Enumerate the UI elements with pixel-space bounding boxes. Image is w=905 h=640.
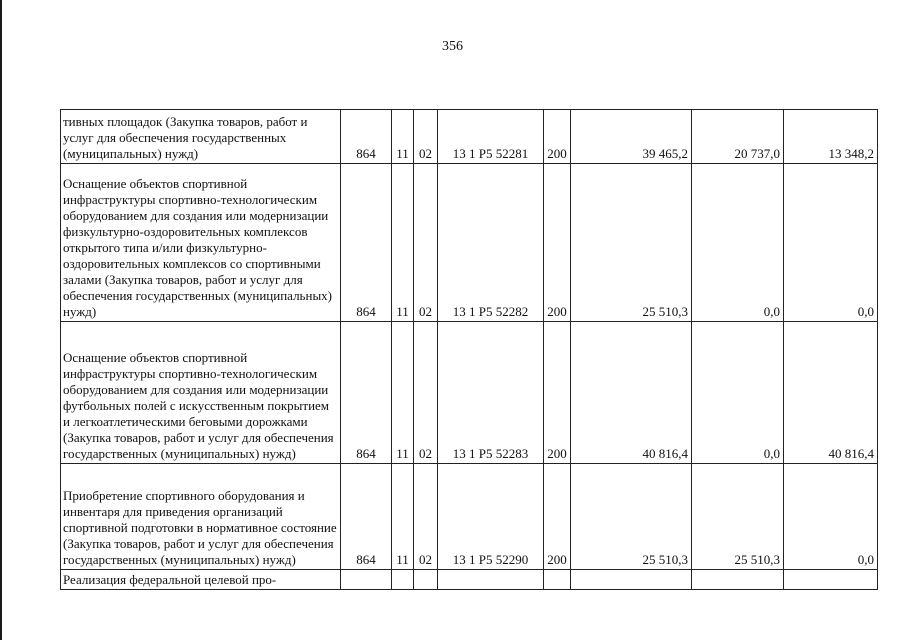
section-code: 11: [392, 322, 414, 464]
expense-type: 200: [544, 464, 571, 570]
amount-1: 25 510,3: [571, 464, 692, 570]
subsection-code: [414, 570, 438, 590]
expense-type: 200: [544, 110, 571, 164]
page-number: 356: [442, 39, 463, 54]
subsection-code: 02: [414, 464, 438, 570]
budget-table: [60, 109, 878, 590]
amount-1: 39 465,2: [571, 110, 692, 164]
amount-3: 40 816,4: [784, 322, 878, 464]
item-name: тивных площадок (Закупка товаров, работ и услуг для обеспечения государственных (муниципальных) нужд): [61, 110, 341, 164]
ministry-code: 864: [341, 464, 392, 570]
subsection-code: 02: [414, 110, 438, 164]
ministry-code: 864: [341, 322, 392, 464]
expense-type: 200: [544, 322, 571, 464]
scan-left-edge: [0, 0, 2, 640]
amount-3: 13 348,2: [784, 110, 878, 164]
amount-2: 0,0: [692, 164, 784, 322]
amount-3: 0,0: [784, 164, 878, 322]
amount-2: 25 510,3: [692, 464, 784, 570]
amount-1: 40 816,4: [571, 322, 692, 464]
subsection-code: 02: [414, 322, 438, 464]
ministry-code: [341, 570, 392, 590]
amount-3: [784, 570, 878, 590]
item-name: Реализация федеральной целевой про-: [61, 570, 341, 590]
section-code: 11: [392, 110, 414, 164]
ministry-code: 864: [341, 164, 392, 322]
item-name: Оснащение объектов спортивной инфраструктуры спортивно-технологическим оборудованием для создания или модернизации футбольных полей с искусственным покрытием и легкоатлетическими беговыми дорожками (Закупка товаров, работ и услуг для обеспечения государственных (муниципальных) нужд): [61, 322, 341, 464]
amount-3: 0,0: [784, 464, 878, 570]
amount-1: [571, 570, 692, 590]
target-article: 13 1 Р5 52281: [438, 110, 544, 164]
item-name: Приобретение спортивного оборудования и инвентаря для приведения организаций спортивной подготовки в нормативное состояние (Закупка товаров, работ и услуг для обеспечения государственных (муниципальных) нужд): [61, 464, 341, 570]
table-row: [61, 110, 878, 164]
table-row: [61, 570, 878, 590]
section-code: 11: [392, 464, 414, 570]
expense-type: [544, 570, 571, 590]
target-article: 13 1 Р5 52290: [438, 464, 544, 570]
amount-2: [692, 570, 784, 590]
amount-2: 0,0: [692, 322, 784, 464]
amount-2: 20 737,0: [692, 110, 784, 164]
target-article: 13 1 Р5 52282: [438, 164, 544, 322]
subsection-code: 02: [414, 164, 438, 322]
ministry-code: 864: [341, 110, 392, 164]
table-row: [61, 464, 878, 570]
amount-1: 25 510,3: [571, 164, 692, 322]
target-article: 13 1 Р5 52283: [438, 322, 544, 464]
target-article: [438, 570, 544, 590]
section-code: 11: [392, 164, 414, 322]
section-code: [392, 570, 414, 590]
item-name: Оснащение объектов спортивной инфраструктуры спортивно-технологическим оборудованием для создания или модернизации физкультурно-оздоровительных комплексов открытого типа и/или физкультурно-оздоровительных комплексов со спортивными залами (Закупка товаров, работ и услуг для обеспечения государственных (муниципальных) нужд): [61, 164, 341, 322]
table-row: [61, 164, 878, 322]
expense-type: 200: [544, 164, 571, 322]
table-row: [61, 322, 878, 464]
